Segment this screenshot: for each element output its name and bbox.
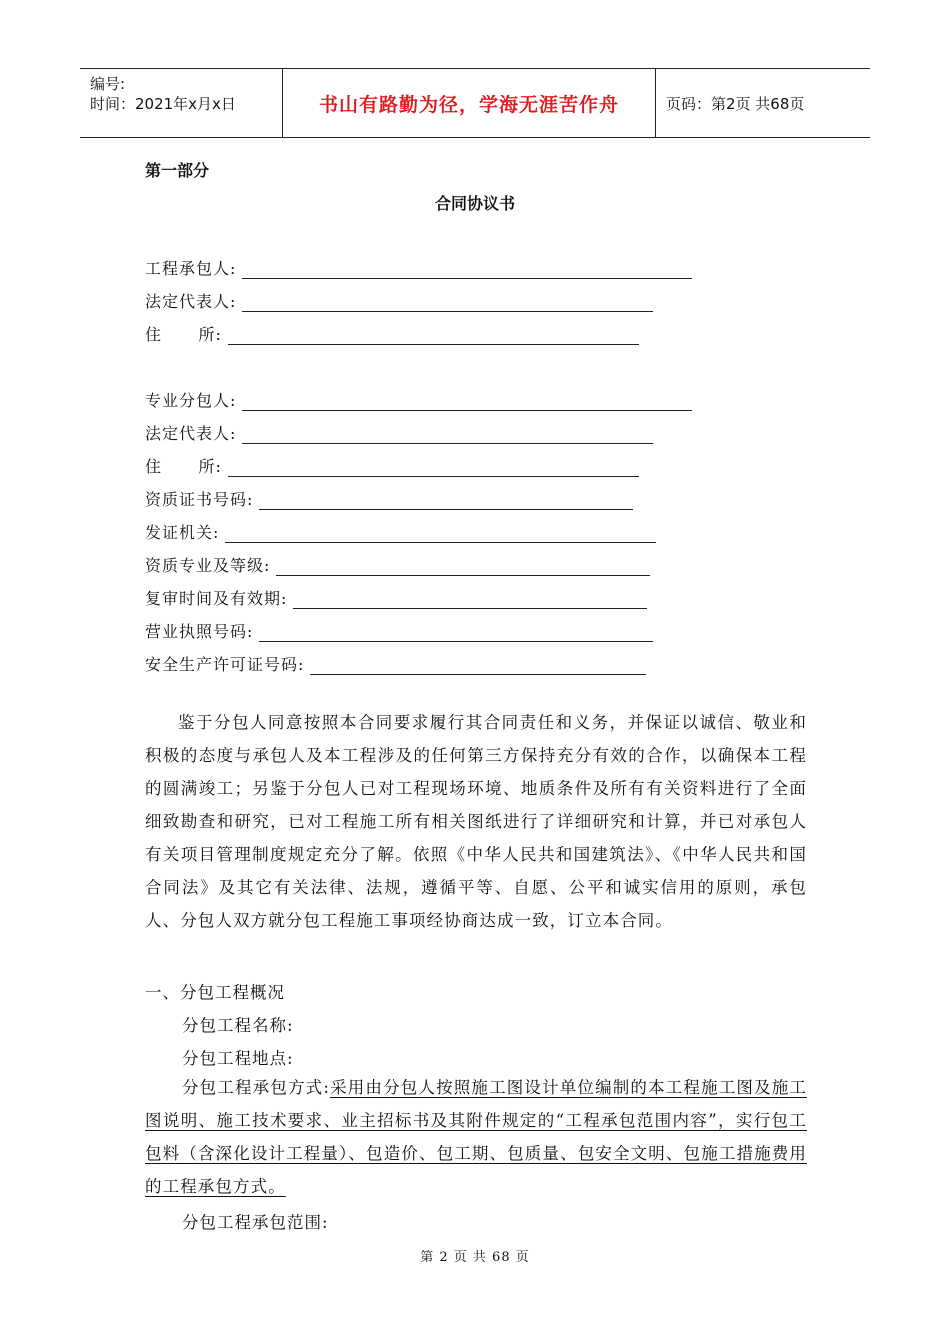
subproject-location-label: 分包工程地点: xyxy=(182,1049,294,1068)
field-safety-permit xyxy=(145,651,646,675)
blank-line xyxy=(242,394,692,411)
motto-text: 书山有路勤为径，学海无涯苦作舟 xyxy=(318,93,619,116)
field-qualification-cert-no xyxy=(145,486,633,510)
field-contractor-legal-rep xyxy=(145,288,653,312)
field-sub-address xyxy=(145,453,639,477)
field-label: 营业执照号码: xyxy=(145,622,254,641)
field-business-license xyxy=(145,618,653,642)
blank-line xyxy=(242,295,653,312)
subproject-name-label: 分包工程名称: xyxy=(182,1016,294,1035)
field-label: 复审时间及有效期: xyxy=(145,589,288,608)
field-label: 发证机关: xyxy=(145,523,220,542)
blank-line xyxy=(293,592,647,609)
blank-line xyxy=(242,262,692,279)
blank-line xyxy=(228,460,639,477)
subproject-scope-label: 分包工程承包范围: xyxy=(182,1213,329,1232)
blank-line xyxy=(276,559,650,576)
field-label: 专业分包人: xyxy=(145,391,237,410)
field-contractor xyxy=(145,255,692,279)
blank-line xyxy=(242,427,653,444)
field-label: 资质证书号码: xyxy=(145,490,254,509)
field-label: 安全生产许可证号码: xyxy=(145,655,305,674)
field-label: 法定代表人: xyxy=(145,292,237,311)
header-table xyxy=(80,68,870,138)
blank-line xyxy=(310,658,646,675)
field-contractor-address xyxy=(145,321,639,345)
document-code-label: 编号: xyxy=(90,75,126,93)
part-heading: 第一部分 xyxy=(145,161,210,180)
blank-line xyxy=(259,625,653,642)
section-heading: 一、分包工程概况 xyxy=(145,983,285,1002)
header-page-cell xyxy=(656,69,870,137)
page-title: 合同协议书 xyxy=(434,194,515,213)
header-motto-cell xyxy=(282,69,656,137)
field-label: 住 所: xyxy=(145,325,222,344)
contract-mode-label: 分包工程承包方式: xyxy=(182,1078,330,1097)
blank-line xyxy=(259,493,633,510)
contract-mode-text: 采用由分包人按照施工图设计单位编制的本工程施工图及施工图说明、施工技术要求、业主招标书及其附件规定的“工程承包范围内容”，实行包工包料（含深化设计工程量）、包造价、包工期、包质量、包安全文明、包施工措施费用的工程承包方式。 xyxy=(145,1078,807,1196)
field-issuing-authority xyxy=(145,519,656,543)
field-sub-legal-rep xyxy=(145,420,653,444)
page-number-label: 页码：第2页 共68页 xyxy=(666,94,805,113)
field-label: 资质专业及等级: xyxy=(145,556,271,575)
intro-paragraph-block xyxy=(145,706,807,937)
blank-line xyxy=(228,328,639,345)
header-left-cell xyxy=(80,69,282,137)
document-time-label: 时间：2021年x月x日 xyxy=(90,95,236,113)
field-label: 工程承包人: xyxy=(145,259,237,278)
field-subcontractor xyxy=(145,387,692,411)
page-footer: 第 2 页 共 68 页 xyxy=(420,1250,530,1265)
field-qualification-grade xyxy=(145,552,650,576)
blank-line xyxy=(225,526,656,543)
field-label: 法定代表人: xyxy=(145,424,237,443)
field-review-validity xyxy=(145,585,647,609)
field-label: 住 所: xyxy=(145,457,222,476)
contract-mode-block xyxy=(145,1071,807,1203)
intro-paragraph: 鉴于分包人同意按照本合同要求履行其合同责任和义务，并保证以诚信、敬业和积极的态度与承包人及本工程涉及的任何第三方保持充分有效的合作，以确保本工程的圆满竣工；另鉴于分包人已对工程现场环境、地质条件及所有有关资料进行了全面细致勘查和研究，已对工程施工所有相关图纸进行了详细研究和计算，并已对承包人有关项目管理制度规定充分了解。依照《中华人民共和国建筑法》、《中华人民共和国合同法》及其它有关法律、法规，遵循平等、自愿、公平和诚实信用的原则，承包人、分包人双方就分包工程施工事项经协商达成一致，订立本合同。 xyxy=(145,713,807,930)
